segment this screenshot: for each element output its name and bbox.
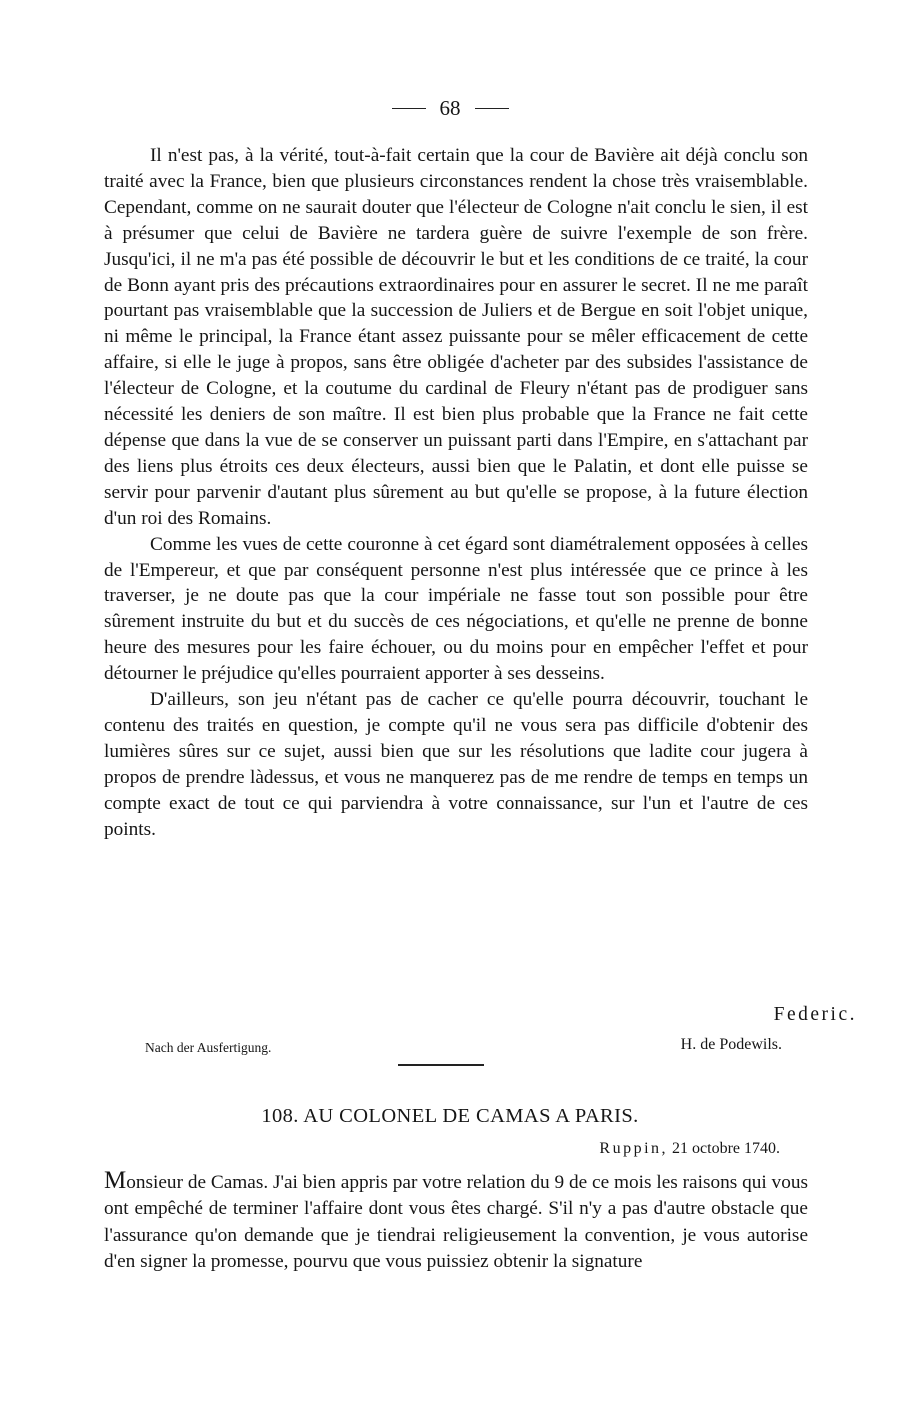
- signer-name: Federic.: [773, 1004, 857, 1025]
- paragraph: Il n'est pas, à la vérité, tout-à-fait certain que la cour de Bavière ait déjà conclu son traité avec la France, bien que plusieurs circonstances rendent la chose très vraisemblable. Cependant, comme on ne saurait douter que l'électeur de Cologne n'ait conclu le sien, il est à présumer que celui de Bavière ne tardera guère de suivre l'exemple de son frère. Jusqu'ici, il ne m'a pas été possible de découvrir le but et les conditions de ce traité, la cour de Bonn ayant pris des précautions extraordinaires pour en assurer le secret. Il ne me paraît pourtant pas vraisemblable que la succession de Juliers et de Bergue en soit l'objet unique, ni même le principal, la France étant assez puissante pour se mêler efficacement de cette affaire, si elle le juge à propos, sans être obligée d'acheter par des subsides l'assistance de l'électeur de Cologne, et la coutume du cardinal de Fleury n'étant pas de prodiguer sans nécessité les deniers de son maître. Il est bien plus probable que la France ne fait cette dépense que dans la vue de se conserver un puissant parti dans l'Empire, en s'attachant par des liens plus étroits ces deux électeurs, aussi bien que le Palatin, et dont elle puisse se servir pour parvenir d'autant plus sûrement au but qu'elle se propose, à la future élection d'un roi des Romains.: [104, 145, 808, 529]
- letter-108-dateline: [599, 1140, 780, 1158]
- letter-107-body: [104, 143, 808, 842]
- paragraph: [104, 1168, 808, 1275]
- header-dash-left: [392, 108, 426, 109]
- dateline-place: Ruppin,: [599, 1140, 669, 1157]
- letter-108-heading: 108. AU COLONEL DE CAMAS A PARIS.: [261, 1105, 639, 1127]
- paragraph: Comme les vues de cette couronne à cet égard sont diamétralement opposées à celles de l'Empereur, et que par conséquent personne n'est plus intéressée que ce prince à les traverser, je ne doute pas que la cour impériale ne fasse tout son possible pour être sûrement instruite du but et du succès de ces négociations, et qu'elle ne prenne de bonne heure des mesures pour les faire échouer, ou du moins pour en empêcher l'effet et pour détourner le préjudice qu'elles pourraient apporter à ses desseins.: [104, 533, 808, 685]
- paragraph: D'ailleurs, son jeu n'étant pas de cacher ce qu'elle pourra découvrir, touchant le contenu des traités en question, je compte qu'il ne vous sera pas difficile d'obtenir des lumières sûres sur ce sujet, aussi bien que sur les résolutions que ladite cour jugera à propos de prendre làdessus, et vous ne manquerez pas de me rendre de temps en temps un compte exact de tout ce qui parviendra à votre connaissance, sur l'un et l'autre de ces points.: [104, 689, 808, 840]
- source-note: Nach der Ausfertigung.: [145, 1040, 272, 1055]
- drop-cap: M: [104, 1167, 127, 1194]
- letter-108-text: onsieur de Camas. J'ai bien appris par votre relation du 9 de ce mois les raisons qui vous ont empêché de terminer l'affaire dont vous êtes chargé. S'il n'y a pas d'autre obstacle que l'assurance qu'on demande que je tiendrai religieusement la convention, je vous autorise d'en signer la promesse, pourvu que vous puissiez obtenir la signature: [104, 1172, 808, 1272]
- cosigner-name: H. de Podewils.: [680, 1036, 782, 1053]
- section-divider: [398, 1064, 484, 1066]
- page-header: [0, 96, 900, 121]
- letter-108-body: [104, 1168, 808, 1275]
- dateline-date: 21 octobre 1740.: [672, 1140, 780, 1157]
- header-dash-right: [475, 108, 509, 109]
- page-number: 68: [439, 96, 461, 120]
